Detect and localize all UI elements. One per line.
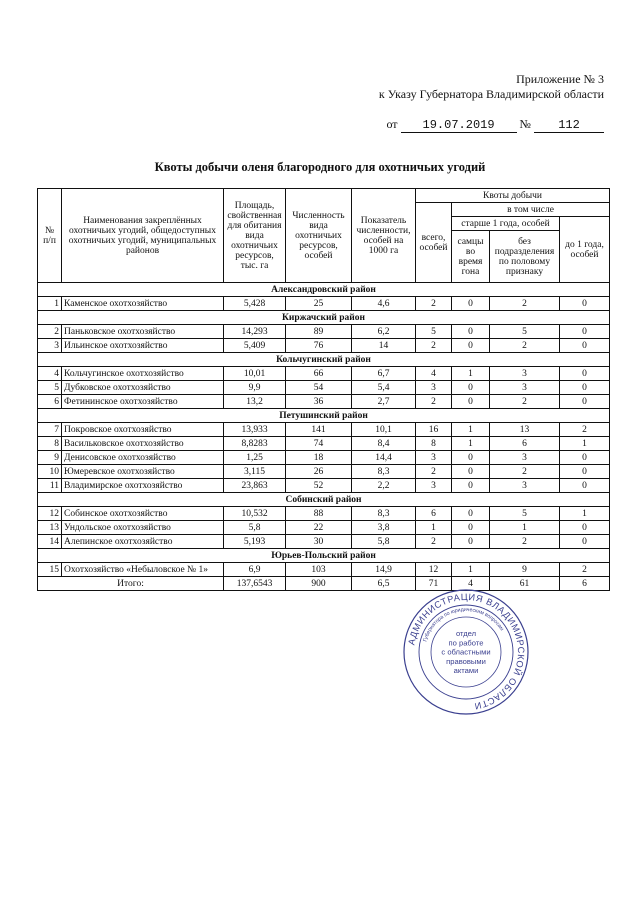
- table-cell: 2: [560, 563, 610, 577]
- decree-number: 112: [534, 118, 604, 133]
- table-row: [38, 451, 610, 465]
- table-cell: Охотхозяйство «Небыловское № 1»: [62, 563, 224, 577]
- table-cell: 0: [560, 367, 610, 381]
- table-cell: 8,3: [352, 507, 416, 521]
- stamp-center-line: с областными: [441, 647, 491, 657]
- quota-table: [37, 188, 610, 591]
- table-cell: 2,7: [352, 395, 416, 409]
- table-cell: Ильинское охотхозяйство: [62, 339, 224, 353]
- table-cell: 36: [286, 395, 352, 409]
- total-cell: 71: [416, 577, 452, 591]
- table-cell: 0: [452, 339, 490, 353]
- table-cell: 6: [38, 395, 62, 409]
- table-cell: 9: [38, 451, 62, 465]
- table-cell: 4,6: [352, 297, 416, 311]
- official-stamp: [402, 588, 530, 716]
- district-row: [38, 493, 610, 507]
- table-row: [38, 521, 610, 535]
- total-cell: 6,5: [352, 577, 416, 591]
- col-males: самцы во время гона: [452, 231, 490, 283]
- table-cell: 141: [286, 423, 352, 437]
- district-row: [38, 311, 610, 325]
- table-cell: 0: [560, 339, 610, 353]
- table-cell: 3: [416, 381, 452, 395]
- col-no-sex: без подразделения по половому признаку: [490, 231, 560, 283]
- table-row: [38, 479, 610, 493]
- table-cell: 3: [416, 479, 452, 493]
- table-cell: 8: [416, 437, 452, 451]
- date-prefix: от: [386, 117, 398, 131]
- table-cell: 66: [286, 367, 352, 381]
- table-cell: 3: [416, 451, 452, 465]
- table-cell: 1: [452, 367, 490, 381]
- district-name: Александровский район: [38, 283, 610, 297]
- district-name: Собинский район: [38, 493, 610, 507]
- total-cell: 900: [286, 577, 352, 591]
- table-cell: 10: [38, 465, 62, 479]
- table-cell: 1: [38, 297, 62, 311]
- table-cell: Покровское охотхозяйство: [62, 423, 224, 437]
- col-name: Наименования закреплённых охотничьих угодий, общедоступных охотничьих угодий, муниципальных районов: [62, 189, 224, 283]
- table-cell: 0: [452, 535, 490, 549]
- table-cell: 0: [560, 479, 610, 493]
- col-area: Площадь, свойственная для обитания вида охотничьих ресурсов, тыс. га: [224, 189, 286, 283]
- table-cell: 23,863: [224, 479, 286, 493]
- table-cell: 2: [416, 297, 452, 311]
- table-cell: 2: [560, 423, 610, 437]
- table-cell: Кольчугинское охотхозяйство: [62, 367, 224, 381]
- col-quota: Квоты добычи: [416, 189, 610, 203]
- table-cell: 0: [560, 451, 610, 465]
- table-cell: 0: [452, 451, 490, 465]
- table-header: [38, 189, 610, 283]
- table-cell: 10,01: [224, 367, 286, 381]
- table-cell: 22: [286, 521, 352, 535]
- table-row: [38, 339, 610, 353]
- table-cell: 0: [560, 521, 610, 535]
- table-cell: 0: [560, 381, 610, 395]
- table-cell: 0: [452, 465, 490, 479]
- total-label: Итого:: [38, 577, 224, 591]
- table-cell: 3,8: [352, 521, 416, 535]
- table-cell: 0: [452, 479, 490, 493]
- table-cell: 18: [286, 451, 352, 465]
- stamp-center-line: по работе: [448, 638, 484, 648]
- table-cell: 0: [560, 325, 610, 339]
- stamp-ring-text: АДМИНИСТРАЦИЯ ВЛАДИМИРСКОЙ ОБЛАСТИ: [406, 591, 527, 712]
- table-cell: Юмеревское охотхозяйство: [62, 465, 224, 479]
- table-cell: 0: [452, 521, 490, 535]
- appendix-label: Приложение № 3: [516, 72, 604, 86]
- col-density: Показатель численности, особей на 1000 га: [352, 189, 416, 283]
- decree-date-number: [386, 117, 604, 133]
- table-cell: 11: [38, 479, 62, 493]
- table-cell: 5,8: [224, 521, 286, 535]
- table-cell: 5,428: [224, 297, 286, 311]
- table-cell: 8,8283: [224, 437, 286, 451]
- page-title: Квоты добычи оленя благородного для охотничьих угодий: [154, 160, 486, 174]
- total-cell: 6: [560, 577, 610, 591]
- table-cell: 0: [560, 465, 610, 479]
- table-cell: 2: [416, 339, 452, 353]
- table-cell: 26: [286, 465, 352, 479]
- table-cell: 5: [490, 507, 560, 521]
- table-cell: 5,193: [224, 535, 286, 549]
- table-cell: 103: [286, 563, 352, 577]
- table-cell: 16: [416, 423, 452, 437]
- table-cell: 0: [452, 325, 490, 339]
- table-cell: Паньковское охотхозяйство: [62, 325, 224, 339]
- table-cell: 88: [286, 507, 352, 521]
- table-cell: 2: [416, 395, 452, 409]
- table-cell: 14: [352, 339, 416, 353]
- table-cell: 7: [38, 423, 62, 437]
- table-cell: 4: [38, 367, 62, 381]
- table-cell: 13,2: [224, 395, 286, 409]
- table-row: [38, 437, 610, 451]
- table-cell: 9: [490, 563, 560, 577]
- col-young: до 1 года, особей: [560, 217, 610, 283]
- col-count: Численность вида охотничьих ресурсов, особей: [286, 189, 352, 283]
- table-cell: 4: [416, 367, 452, 381]
- table-cell: 5: [38, 381, 62, 395]
- table-cell: 3: [490, 451, 560, 465]
- table-cell: 2: [416, 465, 452, 479]
- table-cell: 2: [490, 297, 560, 311]
- table-cell: Ундольское охотхозяйство: [62, 521, 224, 535]
- table-cell: 14: [38, 535, 62, 549]
- table-cell: 0: [452, 395, 490, 409]
- table-cell: 1: [452, 423, 490, 437]
- total-cell: 137,6543: [224, 577, 286, 591]
- table-cell: 8: [38, 437, 62, 451]
- district-name: Петушинский район: [38, 409, 610, 423]
- table-cell: 3: [490, 367, 560, 381]
- table-cell: 0: [560, 395, 610, 409]
- district-row: [38, 409, 610, 423]
- table-cell: 1: [560, 507, 610, 521]
- table-cell: 12: [38, 507, 62, 521]
- table-cell: 1,25: [224, 451, 286, 465]
- district-name: Юрьев-Польский район: [38, 549, 610, 563]
- table-row: [38, 381, 610, 395]
- total-cell: 4: [452, 577, 490, 591]
- table-row: [38, 325, 610, 339]
- table-cell: 0: [452, 297, 490, 311]
- table-cell: 76: [286, 339, 352, 353]
- table-cell: 2: [416, 535, 452, 549]
- table-cell: 15: [38, 563, 62, 577]
- table-cell: 30: [286, 535, 352, 549]
- table-cell: 3: [490, 381, 560, 395]
- table-cell: 13,933: [224, 423, 286, 437]
- table-cell: 5,8: [352, 535, 416, 549]
- table-cell: 8,4: [352, 437, 416, 451]
- number-prefix: №: [519, 117, 531, 131]
- table-row: [38, 535, 610, 549]
- stamp-center-line: актами: [453, 666, 479, 675]
- stamp-center-text: [441, 629, 490, 675]
- table-cell: 13: [38, 521, 62, 535]
- stamp-center-line: отдел: [455, 629, 477, 639]
- table-cell: 5: [490, 325, 560, 339]
- table-cell: 3: [38, 339, 62, 353]
- table-cell: 0: [560, 297, 610, 311]
- table-cell: 14,293: [224, 325, 286, 339]
- district-row: [38, 549, 610, 563]
- decree-date: 19.07.2019: [401, 118, 517, 133]
- table-cell: 2: [490, 395, 560, 409]
- table-cell: 25: [286, 297, 352, 311]
- table-cell: Собинское охотхозяйство: [62, 507, 224, 521]
- table-cell: 9,9: [224, 381, 286, 395]
- col-older: старше 1 года, особей: [452, 217, 560, 231]
- table-cell: 2: [490, 465, 560, 479]
- table-cell: Дубковское охотхозяйство: [62, 381, 224, 395]
- table-cell: 6,9: [224, 563, 286, 577]
- table-row: [38, 395, 610, 409]
- table-cell: 52: [286, 479, 352, 493]
- table-cell: 14,9: [352, 563, 416, 577]
- table-cell: Владимирское охотхозяйство: [62, 479, 224, 493]
- table-cell: 13: [490, 423, 560, 437]
- table-cell: 2: [38, 325, 62, 339]
- table-cell: 1: [416, 521, 452, 535]
- table-cell: 8,3: [352, 465, 416, 479]
- table-cell: Васильковское охотхозяйство: [62, 437, 224, 451]
- total-cell: 61: [490, 577, 560, 591]
- table-cell: 2: [490, 535, 560, 549]
- table-cell: 0: [452, 381, 490, 395]
- col-including: в том числе: [452, 203, 610, 217]
- table-row: [38, 465, 610, 479]
- table-cell: 3: [490, 479, 560, 493]
- table-cell: 10,1: [352, 423, 416, 437]
- table-cell: Алепинское охотхозяйство: [62, 535, 224, 549]
- table-cell: 14,4: [352, 451, 416, 465]
- table-cell: 10,532: [224, 507, 286, 521]
- table-cell: 2,2: [352, 479, 416, 493]
- col-num: № п/п: [38, 189, 62, 283]
- table-cell: 2: [490, 339, 560, 353]
- table-cell: 6: [490, 437, 560, 451]
- table-row: [38, 563, 610, 577]
- district-row: [38, 353, 610, 367]
- stamp-center-line: правовыми: [446, 656, 486, 666]
- table-cell: 1: [452, 437, 490, 451]
- district-name: Кольчугинский район: [38, 353, 610, 367]
- table-cell: Денисовское охотхозяйство: [62, 451, 224, 465]
- table-cell: 1: [452, 563, 490, 577]
- table-body: [38, 283, 610, 591]
- table-cell: 54: [286, 381, 352, 395]
- district-name: Киржачский район: [38, 311, 610, 325]
- table-cell: 74: [286, 437, 352, 451]
- table-cell: 5: [416, 325, 452, 339]
- table-row: [38, 297, 610, 311]
- table-cell: 0: [560, 535, 610, 549]
- district-row: [38, 283, 610, 297]
- stamp-inner-ring-text: Губернатора по юридическим вопросам: [422, 606, 505, 643]
- table-cell: 5,409: [224, 339, 286, 353]
- table-row: [38, 507, 610, 521]
- col-total: всего, особей: [416, 203, 452, 283]
- table-row: [38, 367, 610, 381]
- table-cell: 6,7: [352, 367, 416, 381]
- table-cell: 6,2: [352, 325, 416, 339]
- decree-reference: к Указу Губернатора Владимирской области: [378, 87, 604, 101]
- table-cell: Фетининское охотхозяйство: [62, 395, 224, 409]
- table-cell: 89: [286, 325, 352, 339]
- table-cell: 12: [416, 563, 452, 577]
- table-cell: 6: [416, 507, 452, 521]
- table-cell: 3,115: [224, 465, 286, 479]
- table-cell: 5,4: [352, 381, 416, 395]
- table-cell: 0: [452, 507, 490, 521]
- table-cell: Каменское охотхозяйство: [62, 297, 224, 311]
- table-row: [38, 423, 610, 437]
- table-cell: 1: [560, 437, 610, 451]
- table-cell: 1: [490, 521, 560, 535]
